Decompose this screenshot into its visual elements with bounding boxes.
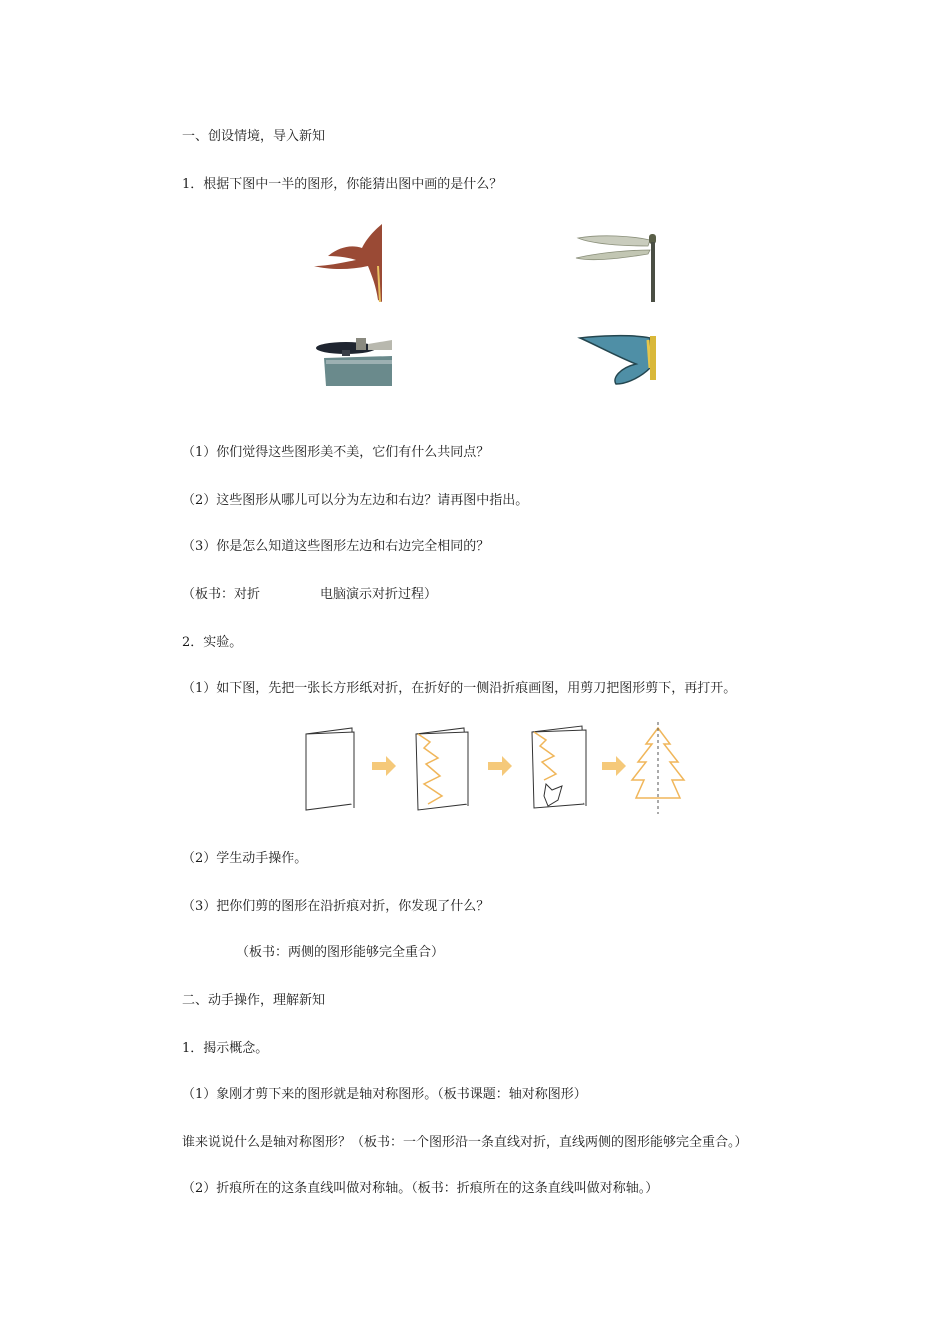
section2-heading: 二、动手操作，理解新知	[182, 993, 326, 1008]
board-note-overlap: （板书：两侧的图形能够完全重合）	[236, 945, 445, 960]
dragonfly-half-image	[572, 230, 660, 304]
question-2: 2．实验。	[182, 635, 243, 650]
experiment-step-1: （1）如下图，先把一张长方形纸对折，在折好的一侧沿折痕画图，用剪刀把图形剪下，再打开。	[182, 681, 737, 696]
concept-1: （1）象刚才剪下来的图形就是轴对称图形。（板书课题：轴对称图形）	[182, 1087, 587, 1102]
arrow-1-icon	[372, 756, 396, 776]
board-note-demo: 电脑演示对折过程）	[320, 587, 438, 602]
scale-half-image	[312, 336, 394, 390]
section2-question-1: 1．揭示概念。	[182, 1041, 269, 1056]
leaf-half-image	[310, 222, 390, 304]
sub-question-1: （1）你们觉得这些图形美不美，它们有什么共同点？	[182, 445, 490, 460]
experiment-step-3: （3）把你们剪的图形在沿折痕对折，你发现了什么？	[182, 899, 490, 914]
experiment-step-2: （2）学生动手操作。	[182, 851, 308, 866]
unfolded-tree-shape	[632, 728, 684, 798]
sub-question-2: （2）这些图形从哪儿可以分为左边和右边？请再图中指出。	[182, 493, 529, 508]
board-note-fold: （板书：对折	[182, 587, 261, 602]
arrow-3-icon	[602, 756, 626, 776]
sub-question-3: （3）你是怎么知道这些图形左边和右边完全相同的？	[182, 539, 490, 554]
butterfly-half-image	[576, 334, 662, 386]
folded-paper-step-2	[416, 728, 468, 810]
arrow-2-icon	[488, 756, 512, 776]
section1-heading: 一、创设情境，导入新知	[182, 129, 326, 144]
concept-2: （2）折痕所在的这条直线叫做对称轴。（板书：折痕所在的这条直线叫做对称轴。）	[182, 1181, 659, 1196]
fold-cut-process-figure	[300, 722, 692, 814]
concept-1-followup: 谁来说说什么是轴对称图形？（板书：一个图形沿一条直线对折，直线两侧的图形能够完全重合。）	[182, 1135, 748, 1150]
folded-paper-step-1	[306, 728, 354, 810]
question-1: 1．根据下图中一半的图形，你能猜出图中画的是什么？	[182, 177, 503, 192]
